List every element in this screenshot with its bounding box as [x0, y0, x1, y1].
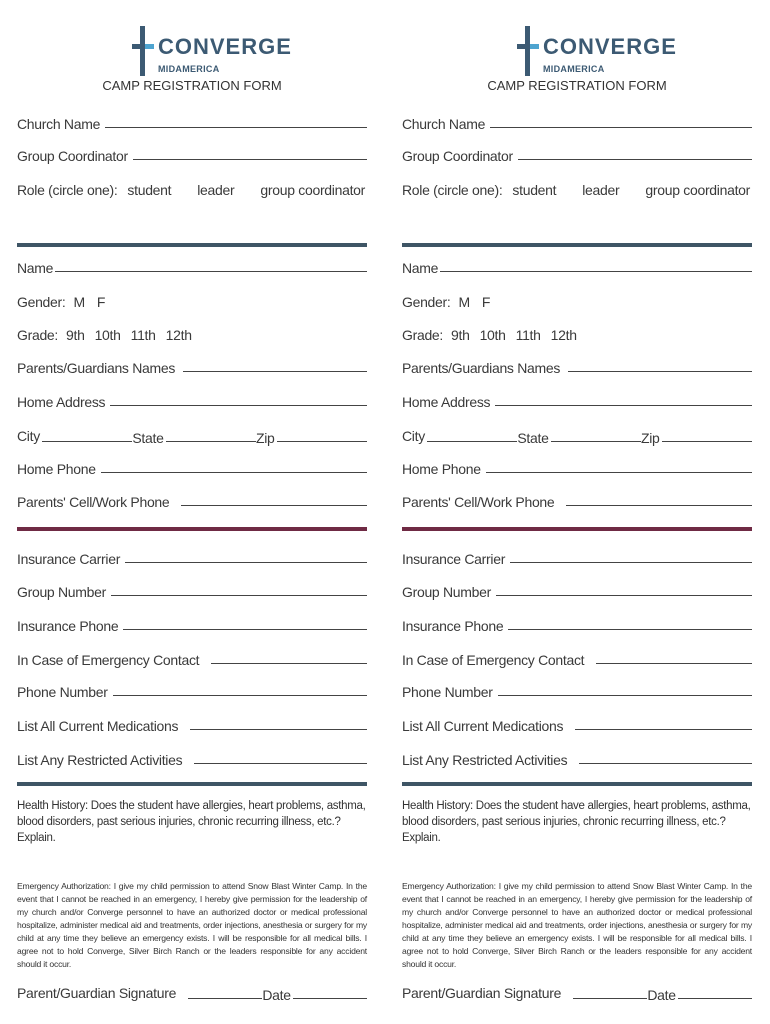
group-number-label: Group Number — [17, 584, 106, 600]
medications-label: List All Current Medications — [402, 718, 564, 734]
gender-label: Gender: — [402, 294, 451, 310]
grade-label: Grade: — [402, 327, 443, 343]
church-name-field[interactable] — [490, 127, 752, 128]
role-label: Role (circle one): — [402, 182, 503, 198]
parents-phone-row — [17, 490, 367, 510]
gender-option-m[interactable]: M — [73, 294, 85, 310]
health-history-explain: Explain. — [402, 832, 441, 844]
insurance-phone-label: Insurance Phone — [17, 618, 119, 634]
grade-option-9th[interactable]: 9th — [451, 327, 470, 343]
date-label: Date — [262, 987, 291, 1003]
home-phone-label: Home Phone — [17, 461, 96, 477]
emergency-contact-label: In Case of Emergency Contact — [402, 652, 585, 668]
name-field[interactable] — [55, 271, 367, 272]
gender-row — [402, 290, 752, 310]
phone-number-row — [402, 680, 752, 700]
health-history-answer[interactable] — [17, 837, 367, 875]
signature-label: Parent/Guardian Signature — [402, 985, 562, 1001]
parents-phone-field[interactable] — [566, 505, 752, 506]
grade-option-10th[interactable]: 10th — [479, 327, 506, 343]
city-field[interactable] — [427, 441, 517, 442]
logo-cross-accent — [145, 44, 154, 49]
logo-wordmark: CONVERGE — [158, 34, 292, 59]
health-history-answer[interactable] — [402, 837, 752, 875]
date-field[interactable] — [293, 998, 367, 999]
home-phone-label: Home Phone — [402, 461, 481, 477]
grade-option-12th[interactable]: 12th — [165, 327, 192, 343]
group-number-label: Group Number — [402, 584, 491, 600]
parents-names-row — [402, 356, 752, 376]
home-address-label: Home Address — [17, 394, 106, 410]
health-history-question: Health History: Does the student have allergies, heart problems, asthma, blood disorders, past serious injuries, chronic recurring illness, etc.? — [402, 800, 751, 828]
emergency-contact-row — [17, 648, 367, 668]
parents-names-row — [17, 356, 367, 376]
role-label: Role (circle one): — [17, 182, 118, 198]
grade-option-10th[interactable]: 10th — [94, 327, 121, 343]
registration-form-right — [402, 0, 752, 1024]
city-label: City — [402, 428, 425, 444]
signature-label: Parent/Guardian Signature — [17, 985, 177, 1001]
role-row — [402, 178, 752, 198]
registration-form-left — [17, 0, 367, 1024]
insurance-carrier-label: Insurance Carrier — [17, 551, 121, 567]
group-coordinator-label: Group Coordinator — [402, 148, 513, 164]
insurance-phone-row — [402, 614, 752, 634]
parents-names-label: Parents/Guardians Names — [402, 360, 561, 376]
role-row — [17, 178, 367, 198]
insurance-carrier-row — [402, 547, 752, 567]
home-address-field[interactable] — [110, 405, 367, 406]
emergency-contact-row — [402, 648, 752, 668]
signature-field[interactable] — [573, 998, 647, 999]
home-address-row — [402, 390, 752, 410]
state-field[interactable] — [551, 441, 641, 442]
signature-row — [17, 981, 367, 1001]
group-number-field[interactable] — [111, 595, 367, 596]
health-history-question: Health History: Does the student have allergies, heart problems, asthma, blood disorders, past serious injuries, chronic recurring illness, etc.? — [17, 800, 366, 828]
role-option-group-coordinator[interactable]: group coordinator — [260, 182, 366, 198]
role-option-student[interactable]: student — [512, 182, 557, 198]
parents-phone-label: Parents' Cell/Work Phone — [17, 494, 170, 510]
group-coordinator-row — [17, 144, 367, 164]
grade-row — [402, 323, 752, 343]
zip-label: Zip — [641, 430, 660, 446]
group-number-row — [402, 580, 752, 600]
role-option-leader[interactable]: leader — [582, 182, 620, 198]
group-coordinator-row — [402, 144, 752, 164]
role-option-leader[interactable]: leader — [197, 182, 235, 198]
parents-names-field[interactable] — [568, 371, 752, 372]
section-divider — [402, 527, 752, 531]
section-divider — [402, 243, 752, 247]
date-field[interactable] — [678, 998, 752, 999]
parents-phone-row — [402, 490, 752, 510]
gender-option-f[interactable]: F — [481, 294, 491, 310]
section-divider — [17, 243, 367, 247]
church-name-label: Church Name — [402, 116, 486, 132]
gender-label: Gender: — [17, 294, 66, 310]
logo-wordmark: CONVERGE — [543, 34, 677, 59]
section-divider — [17, 527, 367, 531]
medications-row — [17, 714, 367, 734]
signature-row — [402, 981, 752, 1001]
phone-number-row — [17, 680, 367, 700]
phone-number-label: Phone Number — [17, 684, 108, 700]
insurance-carrier-row — [17, 547, 367, 567]
home-phone-row — [402, 457, 752, 477]
restricted-activities-label: List Any Restricted Activities — [402, 752, 568, 768]
emergency-contact-field[interactable] — [596, 663, 752, 664]
city-state-zip-row — [402, 424, 752, 444]
group-coordinator-field[interactable] — [518, 159, 752, 160]
city-label: City — [17, 428, 40, 444]
zip-field[interactable] — [662, 441, 752, 442]
form-title: CAMP REGISTRATION FORM — [102, 78, 282, 93]
role-option-student[interactable]: student — [127, 182, 172, 198]
date-label: Date — [647, 987, 676, 1003]
insurance-carrier-label: Insurance Carrier — [402, 551, 506, 567]
group-coordinator-field[interactable] — [133, 159, 367, 160]
restricted-activities-field[interactable] — [579, 763, 752, 764]
group-number-field[interactable] — [496, 595, 752, 596]
name-row — [17, 256, 367, 276]
church-name-label: Church Name — [17, 116, 101, 132]
restricted-activities-row — [17, 748, 367, 768]
phone-number-field[interactable] — [498, 695, 752, 696]
insurance-phone-row — [17, 614, 367, 634]
insurance-phone-field[interactable] — [123, 629, 367, 630]
gender-option-f[interactable]: F — [96, 294, 106, 310]
emergency-authorization-text: Emergency Authorization: I give my child permission to attend Snow Blast Winter Camp. In the event that I cannot be reached in an emergency, I hereby give permission for the leadership of my church and/or Converge personnel to have an authorized doctor or medical professional hospitalize, administer medical aid and treatments, order injections, anesthesia or surgery for my child at any time they believe an emergency exists. I will be responsible for all medical bills. I agree not to hold Converge, Silver Birch Ranch or the leaders responsible for any accident should it occur. — [17, 881, 367, 969]
church-name-field[interactable] — [105, 127, 367, 128]
name-label: Name — [402, 260, 439, 276]
medications-field[interactable] — [575, 729, 752, 730]
church-name-row — [17, 112, 367, 132]
church-name-row — [402, 112, 752, 132]
parents-phone-label: Parents' Cell/Work Phone — [402, 494, 555, 510]
home-phone-field[interactable] — [101, 472, 367, 473]
group-number-row — [17, 580, 367, 600]
group-coordinator-label: Group Coordinator — [17, 148, 128, 164]
home-address-field[interactable] — [495, 405, 752, 406]
name-row — [402, 256, 752, 276]
state-label: State — [132, 430, 164, 446]
restricted-activities-row — [402, 748, 752, 768]
grade-option-12th[interactable]: 12th — [550, 327, 577, 343]
logo-cross-icon — [140, 26, 145, 76]
insurance-phone-label: Insurance Phone — [402, 618, 504, 634]
logo-region: MIDAMERICA — [543, 64, 605, 74]
gender-option-m[interactable]: M — [458, 294, 470, 310]
grade-row — [17, 323, 367, 343]
medications-field[interactable] — [190, 729, 367, 730]
restricted-activities-field[interactable] — [194, 763, 367, 764]
converge-logo — [132, 26, 292, 78]
zip-field[interactable] — [277, 441, 367, 442]
grade-option-11th[interactable]: 11th — [130, 327, 156, 343]
emergency-contact-field[interactable] — [211, 663, 367, 664]
restricted-activities-label: List Any Restricted Activities — [17, 752, 183, 768]
city-state-zip-row — [17, 424, 367, 444]
home-phone-row — [17, 457, 367, 477]
medications-row — [402, 714, 752, 734]
state-field[interactable] — [166, 441, 256, 442]
health-history-explain: Explain. — [17, 832, 56, 844]
logo-cross-icon — [525, 26, 530, 76]
logo-region: MIDAMERICA — [158, 64, 220, 74]
home-phone-field[interactable] — [486, 472, 752, 473]
zip-label: Zip — [256, 430, 275, 446]
medications-label: List All Current Medications — [17, 718, 179, 734]
role-option-group-coordinator[interactable]: group coordinator — [645, 182, 751, 198]
grade-option-11th[interactable]: 11th — [515, 327, 541, 343]
home-address-row — [17, 390, 367, 410]
insurance-phone-field[interactable] — [508, 629, 752, 630]
section-divider — [17, 782, 367, 786]
logo-cross-accent — [530, 44, 539, 49]
gender-row — [17, 290, 367, 310]
signature-field[interactable] — [188, 998, 262, 999]
phone-number-label: Phone Number — [402, 684, 493, 700]
grade-label: Grade: — [17, 327, 58, 343]
insurance-carrier-field[interactable] — [125, 562, 367, 563]
parents-names-field[interactable] — [183, 371, 367, 372]
state-label: State — [517, 430, 549, 446]
emergency-contact-label: In Case of Emergency Contact — [17, 652, 200, 668]
city-field[interactable] — [42, 441, 132, 442]
home-address-label: Home Address — [402, 394, 491, 410]
insurance-carrier-field[interactable] — [510, 562, 752, 563]
phone-number-field[interactable] — [113, 695, 367, 696]
name-label: Name — [17, 260, 54, 276]
grade-option-9th[interactable]: 9th — [66, 327, 85, 343]
form-title: CAMP REGISTRATION FORM — [487, 78, 667, 93]
converge-logo — [517, 26, 677, 78]
emergency-authorization-text: Emergency Authorization: I give my child permission to attend Snow Blast Winter Camp. In the event that I cannot be reached in an emergency, I hereby give permission for the leadership of my church and/or Converge personnel to have an authorized doctor or medical professional hospitalize, administer medical aid and treatments, order injections, anesthesia or surgery for my child at any time they believe an emergency exists. I will be responsible for all medical bills. I agree not to hold Converge, Silver Birch Ranch or the leaders responsible for any accident should it occur. — [402, 881, 752, 969]
name-field[interactable] — [440, 271, 752, 272]
section-divider — [402, 782, 752, 786]
parents-names-label: Parents/Guardians Names — [17, 360, 176, 376]
parents-phone-field[interactable] — [181, 505, 367, 506]
